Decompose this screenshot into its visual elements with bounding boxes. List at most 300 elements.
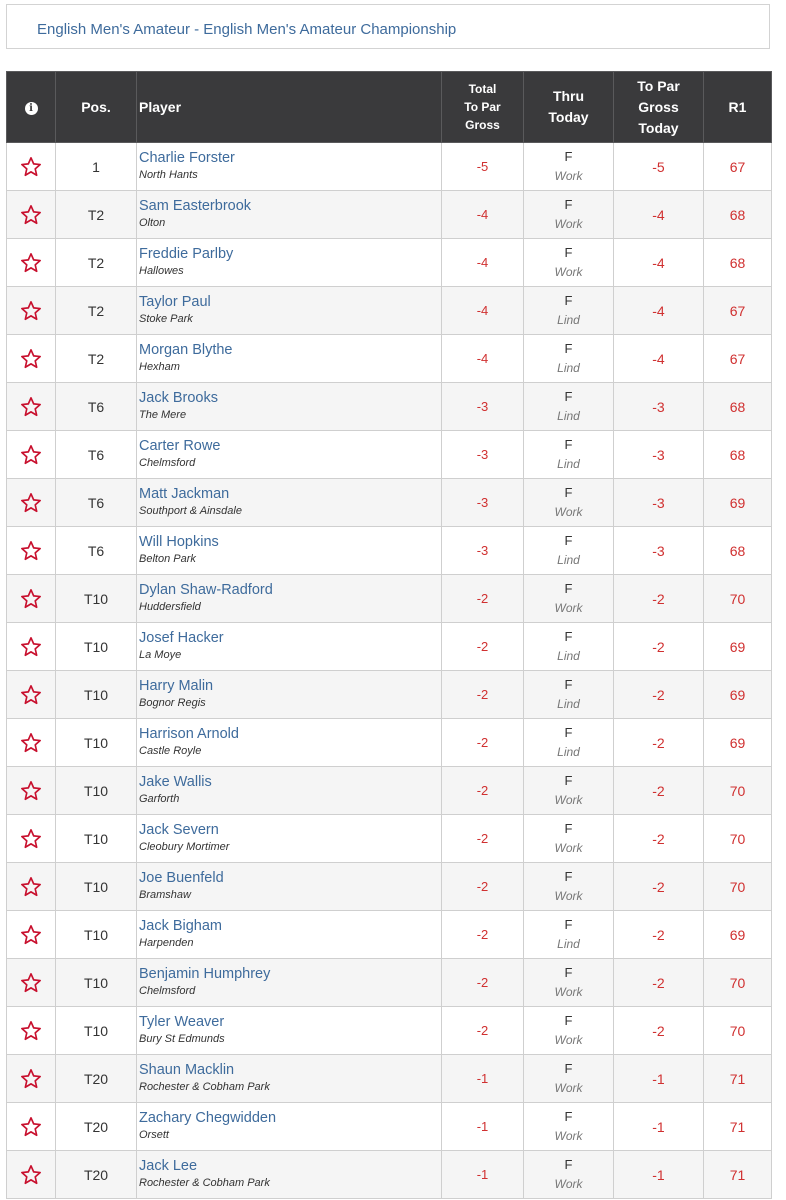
- player-club: Hallowes: [139, 265, 184, 277]
- star-outline-icon[interactable]: [7, 972, 55, 994]
- total-to-par: -3: [442, 527, 524, 575]
- to-par-today: -4: [614, 239, 704, 287]
- player-club: Orsett: [139, 1129, 169, 1141]
- favorite-cell: [7, 287, 56, 335]
- player-header[interactable]: Player: [137, 72, 442, 143]
- table-row: [7, 1151, 772, 1199]
- table-row: [7, 959, 772, 1007]
- thru-cell: [524, 527, 614, 575]
- position: 1: [56, 143, 137, 191]
- round-1-score: 70: [704, 575, 772, 623]
- round-1-score: 71: [704, 1151, 772, 1199]
- player-name-link[interactable]: Morgan Blythe: [139, 342, 233, 358]
- player-name-link[interactable]: Jack Brooks: [139, 390, 218, 406]
- thru-cell: [524, 1055, 614, 1103]
- header-line: Total: [468, 82, 497, 96]
- to-par-today: -3: [614, 383, 704, 431]
- total-to-par: -1: [442, 1103, 524, 1151]
- player-name-link[interactable]: Harry Malin: [139, 678, 214, 694]
- course-name: Lind: [557, 936, 580, 951]
- thru-cell: [524, 719, 614, 767]
- player-cell: [137, 767, 442, 815]
- round-1-score: 70: [704, 1007, 772, 1055]
- course-name: Work: [554, 792, 583, 807]
- player-club: Huddersfield: [139, 601, 201, 613]
- position: T10: [56, 767, 137, 815]
- thru-cell: [524, 431, 614, 479]
- course-name: Work: [554, 1032, 583, 1047]
- table-row: [7, 431, 772, 479]
- header-line: Today: [638, 119, 679, 136]
- favorite-cell: [7, 239, 56, 287]
- course-name: Lind: [557, 552, 580, 567]
- course-name: Work: [554, 600, 583, 615]
- player-club: Chelmsford: [139, 457, 196, 469]
- to-par-today: -1: [614, 1151, 704, 1199]
- course-name: Lind: [557, 648, 580, 663]
- course-name: Work: [554, 888, 583, 903]
- total-to-par: -2: [442, 623, 524, 671]
- thru-value: F: [564, 1060, 573, 1076]
- player-cell: [137, 383, 442, 431]
- player-club: Belton Park: [139, 553, 196, 565]
- round-1-score: 68: [704, 527, 772, 575]
- thru-cell: [524, 287, 614, 335]
- player-club: Stoke Park: [139, 313, 193, 325]
- total-to-par: -2: [442, 1007, 524, 1055]
- to-par-today: -2: [614, 911, 704, 959]
- player-club: North Hants: [139, 169, 198, 181]
- player-name-link[interactable]: Will Hopkins: [139, 534, 219, 550]
- player-club: Garforth: [139, 793, 180, 805]
- star-outline-icon[interactable]: [7, 492, 55, 514]
- favorite-cell: [7, 1055, 56, 1103]
- star-outline-icon[interactable]: [7, 684, 55, 706]
- total-to-par: -4: [442, 287, 524, 335]
- total-to-par: -4: [442, 191, 524, 239]
- player-cell: [137, 335, 442, 383]
- star-outline-icon[interactable]: [7, 300, 55, 322]
- player-club: Cleobury Mortimer: [139, 841, 230, 853]
- position: T10: [56, 911, 137, 959]
- header-line: Gross: [638, 98, 679, 115]
- thru-value: F: [564, 436, 573, 452]
- star-outline-icon[interactable]: [7, 780, 55, 802]
- player-name-link[interactable]: Jack Severn: [139, 822, 219, 838]
- position: T20: [56, 1103, 137, 1151]
- to-par-today: -1: [614, 1103, 704, 1151]
- page-title[interactable]: English Men's Amateur - English Men's Amateur Championship: [37, 21, 457, 38]
- star-outline-icon[interactable]: [7, 156, 55, 178]
- thru-value: F: [564, 292, 573, 308]
- total-to-par: -2: [442, 959, 524, 1007]
- star-outline-icon[interactable]: [7, 1116, 55, 1138]
- round-1-score: 68: [704, 383, 772, 431]
- favorite-cell: [7, 479, 56, 527]
- thru-value: F: [564, 772, 573, 788]
- round-1-score: 68: [704, 191, 772, 239]
- player-cell: [137, 911, 442, 959]
- position: T20: [56, 1055, 137, 1103]
- table-row: [7, 575, 772, 623]
- player-name-link[interactable]: Jake Wallis: [139, 774, 212, 790]
- player-club: Rochester & Cobham Park: [139, 1177, 270, 1189]
- total-to-par: -1: [442, 1151, 524, 1199]
- star-outline-icon[interactable]: [7, 252, 55, 274]
- table-row: [7, 815, 772, 863]
- thru-value: F: [564, 484, 573, 500]
- position: T2: [56, 239, 137, 287]
- total-to-par: -2: [442, 815, 524, 863]
- thru-value: F: [564, 340, 573, 356]
- table-row: [7, 767, 772, 815]
- player-cell: [137, 239, 442, 287]
- player-name-link[interactable]: Shaun Macklin: [139, 1062, 235, 1078]
- table-row: [7, 479, 772, 527]
- table-row: [7, 911, 772, 959]
- thru-value: F: [564, 724, 573, 740]
- player-name-link[interactable]: Taylor Paul: [139, 294, 211, 310]
- thru-cell: [524, 335, 614, 383]
- thru-cell: [524, 623, 614, 671]
- leaderboard-table: [6, 71, 772, 1199]
- favorite-cell: [7, 575, 56, 623]
- player-cell: [137, 143, 442, 191]
- position: T6: [56, 383, 137, 431]
- total-to-par: -5: [442, 143, 524, 191]
- thru-value: F: [564, 532, 573, 548]
- player-cell: [137, 1007, 442, 1055]
- position: T2: [56, 287, 137, 335]
- round-1-score: 70: [704, 815, 772, 863]
- table-row: [7, 671, 772, 719]
- round-1-score: 67: [704, 287, 772, 335]
- course-name: Lind: [557, 360, 580, 375]
- table-row: [7, 335, 772, 383]
- table-row: [7, 191, 772, 239]
- thru-cell: [524, 575, 614, 623]
- course-name: Lind: [557, 744, 580, 759]
- position: T10: [56, 575, 137, 623]
- player-cell: [137, 191, 442, 239]
- total-to-par: -2: [442, 863, 524, 911]
- thru-cell: [524, 767, 614, 815]
- position: T10: [56, 863, 137, 911]
- player-name-link[interactable]: Jack Lee: [139, 1158, 198, 1174]
- position: T10: [56, 719, 137, 767]
- course-name: Lind: [557, 408, 580, 423]
- table-row: [7, 527, 772, 575]
- position: T10: [56, 1007, 137, 1055]
- star-outline-icon[interactable]: [7, 444, 55, 466]
- player-name-link[interactable]: Benjamin Humphrey: [139, 966, 271, 982]
- player-name-link[interactable]: Harrison Arnold: [139, 726, 239, 742]
- course-name: Work: [554, 984, 583, 999]
- header-line: Today: [548, 109, 589, 125]
- player-club: Southport & Ainsdale: [139, 505, 242, 517]
- thru-cell: [524, 1007, 614, 1055]
- thru-value: F: [564, 388, 573, 404]
- player-cell: [137, 1151, 442, 1199]
- position: T20: [56, 1151, 137, 1199]
- player-cell: [137, 287, 442, 335]
- table-row: [7, 143, 772, 191]
- table-row: [7, 1055, 772, 1103]
- player-cell: [137, 623, 442, 671]
- player-name-link[interactable]: Josef Hacker: [139, 630, 224, 646]
- thru-cell: [524, 239, 614, 287]
- total-to-par: -4: [442, 239, 524, 287]
- course-name: Lind: [557, 696, 580, 711]
- total-to-par: -1: [442, 1055, 524, 1103]
- position: T6: [56, 479, 137, 527]
- table-row: [7, 287, 772, 335]
- round-1-score: 68: [704, 431, 772, 479]
- round-1-score: 71: [704, 1055, 772, 1103]
- player-name-link[interactable]: Tyler Weaver: [139, 1014, 225, 1030]
- thru-cell: [524, 191, 614, 239]
- course-name: Work: [554, 1176, 583, 1191]
- star-outline-icon[interactable]: [7, 636, 55, 658]
- course-name: Work: [554, 216, 583, 231]
- to-par-today: -4: [614, 335, 704, 383]
- title-box: [6, 4, 770, 49]
- thru-cell: [524, 1103, 614, 1151]
- player-cell: [137, 1055, 442, 1103]
- thru-value: F: [564, 1156, 573, 1172]
- course-name: Work: [554, 840, 583, 855]
- course-name: Work: [554, 1128, 583, 1143]
- favorite-cell: [7, 143, 56, 191]
- thru-cell: [524, 1151, 614, 1199]
- player-club: Hexham: [139, 361, 180, 373]
- favorite-cell: [7, 719, 56, 767]
- thru-cell: [524, 863, 614, 911]
- course-name: Lind: [557, 312, 580, 327]
- favorite-cell: [7, 1007, 56, 1055]
- thru-value: F: [564, 580, 573, 596]
- favorite-cell: [7, 335, 56, 383]
- table-row: [7, 1007, 772, 1055]
- total-to-par: -3: [442, 383, 524, 431]
- info-icon[interactable]: i: [25, 102, 38, 115]
- course-name: Work: [554, 168, 583, 183]
- favorite-cell: [7, 383, 56, 431]
- table-row: [7, 1103, 772, 1151]
- table-row: [7, 239, 772, 287]
- to-par-today: -2: [614, 815, 704, 863]
- total-to-par: -2: [442, 911, 524, 959]
- header-line: To Par: [637, 77, 680, 94]
- favorite-cell: [7, 863, 56, 911]
- player-name-link[interactable]: Dylan Shaw-Radford: [139, 582, 273, 598]
- thru-value: F: [564, 916, 573, 932]
- player-cell: [137, 719, 442, 767]
- star-outline-icon[interactable]: [7, 204, 55, 226]
- thru-cell: [524, 671, 614, 719]
- player-club: The Mere: [139, 409, 187, 421]
- player-club: Bognor Regis: [139, 697, 206, 709]
- thru-cell: [524, 479, 614, 527]
- round-1-score: 69: [704, 479, 772, 527]
- star-outline-icon[interactable]: [7, 540, 55, 562]
- favorite-cell: [7, 431, 56, 479]
- course-name: Work: [554, 1080, 583, 1095]
- thru-value: F: [564, 196, 573, 212]
- player-cell: [137, 815, 442, 863]
- thru-today-header[interactable]: [524, 72, 614, 143]
- player-cell: [137, 671, 442, 719]
- round-1-score: 71: [704, 1103, 772, 1151]
- star-outline-icon[interactable]: [7, 732, 55, 754]
- favorite-cell: [7, 623, 56, 671]
- position: T6: [56, 431, 137, 479]
- thru-value: F: [564, 820, 573, 836]
- player-club: Olton: [139, 217, 166, 229]
- player-club: Rochester & Cobham Park: [139, 1081, 270, 1093]
- to-par-today: -2: [614, 623, 704, 671]
- player-club: Bury St Edmunds: [139, 1033, 225, 1045]
- player-name-link[interactable]: Matt Jackman: [139, 486, 230, 502]
- round-1-score: 69: [704, 671, 772, 719]
- position: T10: [56, 815, 137, 863]
- to-par-today: -2: [614, 575, 704, 623]
- star-outline-icon[interactable]: [7, 1068, 55, 1090]
- favorite-cell: [7, 1103, 56, 1151]
- favorite-cell: [7, 671, 56, 719]
- player-club: La Moye: [139, 649, 182, 661]
- header-line: Thru: [552, 88, 585, 104]
- to-par-today-header[interactable]: [614, 72, 704, 143]
- position: T10: [56, 623, 137, 671]
- thru-value: F: [564, 868, 573, 884]
- star-outline-icon[interactable]: [7, 1020, 55, 1042]
- thru-value: F: [564, 1012, 573, 1028]
- info-header[interactable]: [7, 72, 56, 143]
- total-to-par: -2: [442, 671, 524, 719]
- round-1-score: 67: [704, 143, 772, 191]
- round-1-score: 69: [704, 623, 772, 671]
- player-cell: [137, 959, 442, 1007]
- player-club: Castle Royle: [139, 745, 202, 757]
- course-name: Lind: [557, 456, 580, 471]
- to-par-today: -3: [614, 479, 704, 527]
- to-par-today: -4: [614, 191, 704, 239]
- player-name-link[interactable]: Carter Rowe: [139, 438, 221, 454]
- thru-cell: [524, 815, 614, 863]
- player-name-link[interactable]: Freddie Parlby: [139, 246, 234, 262]
- to-par-today: -2: [614, 863, 704, 911]
- to-par-today: -4: [614, 287, 704, 335]
- star-outline-icon[interactable]: [7, 396, 55, 418]
- thru-cell: [524, 383, 614, 431]
- header-line: To Par: [464, 100, 501, 114]
- to-par-today: -2: [614, 959, 704, 1007]
- thru-cell: [524, 911, 614, 959]
- table-row: [7, 719, 772, 767]
- header-line: Gross: [465, 118, 500, 132]
- round-1-score: 70: [704, 767, 772, 815]
- favorite-cell: [7, 911, 56, 959]
- star-outline-icon[interactable]: [7, 828, 55, 850]
- player-name-link[interactable]: Joe Buenfeld: [139, 870, 224, 886]
- favorite-cell: [7, 191, 56, 239]
- pos-header[interactable]: Pos.: [56, 72, 137, 143]
- player-cell: [137, 863, 442, 911]
- position: T10: [56, 671, 137, 719]
- thru-value: F: [564, 1108, 573, 1124]
- player-club: Harpenden: [139, 937, 194, 949]
- star-outline-icon[interactable]: [7, 924, 55, 946]
- player-cell: [137, 1103, 442, 1151]
- round-1-score: 69: [704, 911, 772, 959]
- round-1-score: 67: [704, 335, 772, 383]
- round-1-score: 70: [704, 863, 772, 911]
- favorite-cell: [7, 527, 56, 575]
- thru-cell: [524, 959, 614, 1007]
- to-par-today: -3: [614, 431, 704, 479]
- thru-value: F: [564, 628, 573, 644]
- course-name: Work: [554, 504, 583, 519]
- to-par-today: -2: [614, 719, 704, 767]
- total-to-par: -3: [442, 431, 524, 479]
- to-par-today: -3: [614, 527, 704, 575]
- thru-value: F: [564, 676, 573, 692]
- to-par-today: -2: [614, 767, 704, 815]
- star-outline-icon[interactable]: [7, 348, 55, 370]
- total-to-par: -2: [442, 575, 524, 623]
- position: T6: [56, 527, 137, 575]
- course-name: Work: [554, 264, 583, 279]
- star-outline-icon[interactable]: [7, 1164, 55, 1186]
- r1-header[interactable]: R1: [704, 72, 772, 143]
- star-outline-icon[interactable]: [7, 588, 55, 610]
- total-to-par-header[interactable]: [442, 72, 524, 143]
- to-par-today: -2: [614, 1007, 704, 1055]
- round-1-score: 68: [704, 239, 772, 287]
- player-cell: [137, 527, 442, 575]
- player-club: Bramshaw: [139, 889, 191, 901]
- player-cell: [137, 479, 442, 527]
- position: T2: [56, 191, 137, 239]
- total-to-par: -4: [442, 335, 524, 383]
- total-to-par: -3: [442, 479, 524, 527]
- player-name-link[interactable]: Charlie Forster: [139, 150, 235, 166]
- player-cell: [137, 575, 442, 623]
- favorite-cell: [7, 767, 56, 815]
- thru-value: F: [564, 964, 573, 980]
- to-par-today: -5: [614, 143, 704, 191]
- position: T2: [56, 335, 137, 383]
- table-row: [7, 863, 772, 911]
- player-name-link[interactable]: Jack Bigham: [139, 918, 223, 934]
- favorite-cell: [7, 959, 56, 1007]
- total-to-par: -2: [442, 767, 524, 815]
- total-to-par: -2: [442, 719, 524, 767]
- thru-value: F: [564, 244, 573, 260]
- round-1-score: 70: [704, 959, 772, 1007]
- favorite-cell: [7, 1151, 56, 1199]
- thru-cell: [524, 143, 614, 191]
- star-outline-icon[interactable]: [7, 876, 55, 898]
- player-name-link[interactable]: Sam Easterbrook: [139, 198, 252, 214]
- round-1-score: 69: [704, 719, 772, 767]
- player-name-link[interactable]: Zachary Chegwidden: [139, 1110, 277, 1126]
- position: T10: [56, 959, 137, 1007]
- thru-value: F: [564, 148, 573, 164]
- player-cell: [137, 431, 442, 479]
- to-par-today: -1: [614, 1055, 704, 1103]
